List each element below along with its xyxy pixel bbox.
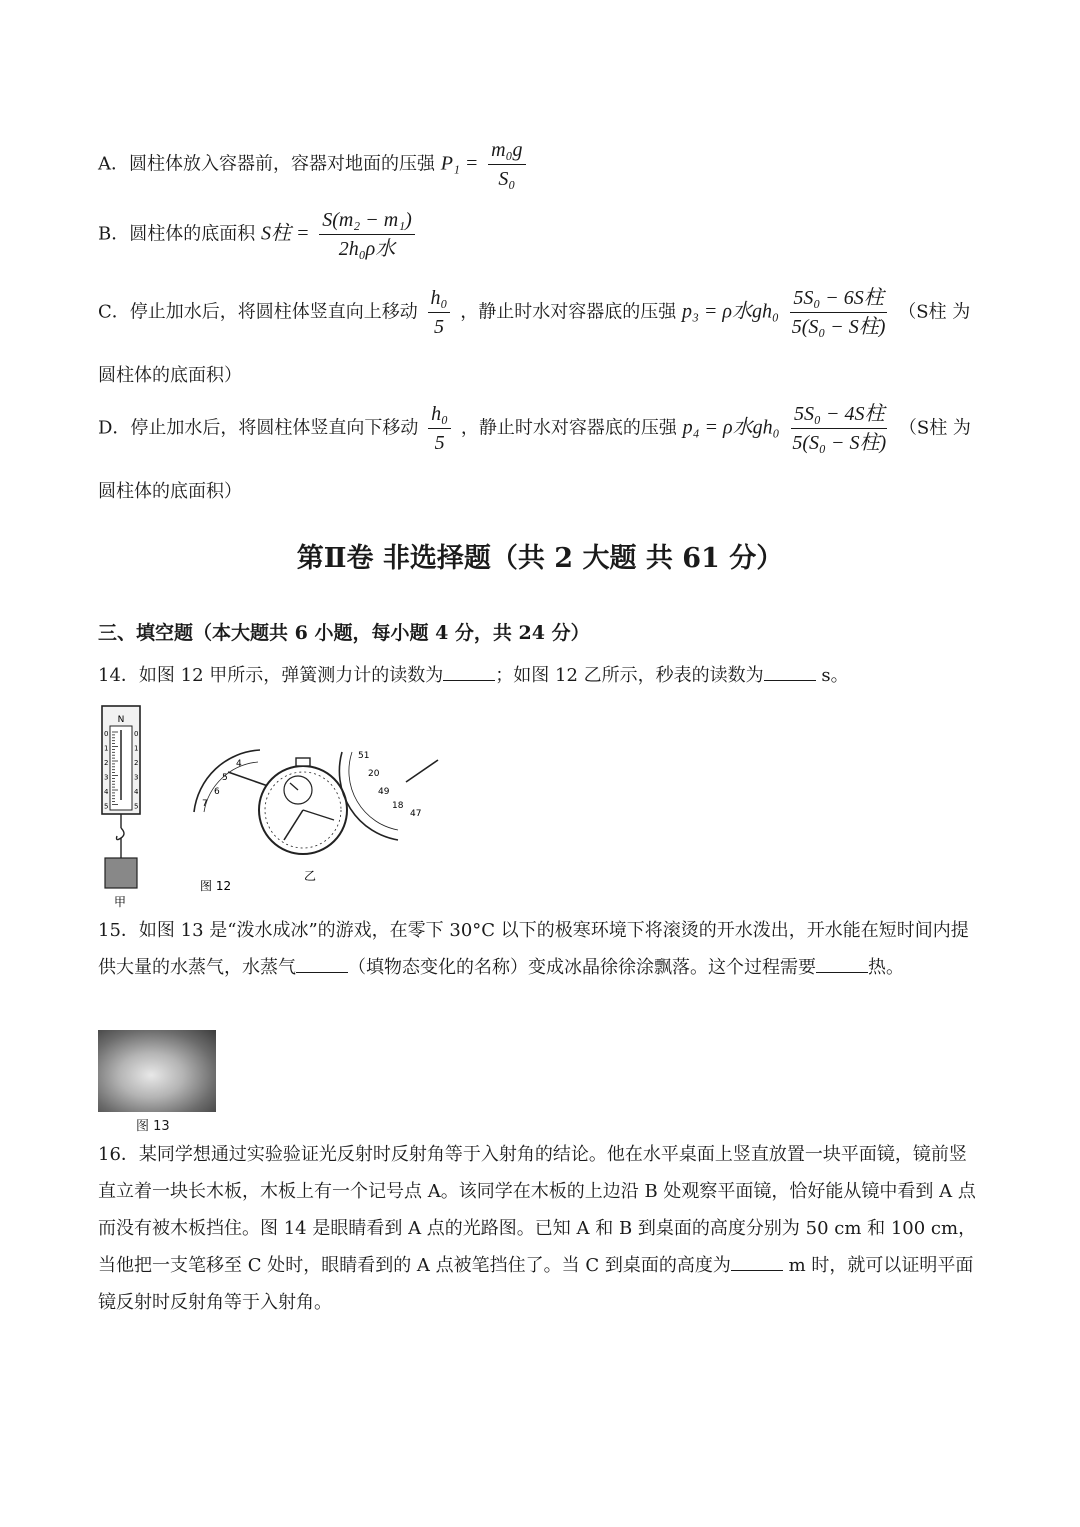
option-b-num: S(m₂ − m₁): [319, 208, 415, 235]
dial-label: 6: [214, 787, 220, 797]
option-c-lhs: p₃ = ρ水gh₀: [681, 300, 779, 323]
label-yi: 乙: [304, 869, 317, 883]
option-d-cont: 圆柱体的底面积）: [98, 481, 242, 502]
dial-label: 1: [134, 744, 139, 753]
dial-label: 2: [104, 759, 109, 767]
option-a-lhs: P₁ =: [440, 152, 479, 175]
label-jia: 甲: [114, 895, 127, 909]
question-16: 16．某同学想通过实验验证光反射时反射角等于入射角的结论。他在水平桌面上竖直放置一块平面镜，镜前竖直立着一块长木板，木板上有一个记号点 A。该同学在木板的上边沿 B 处观察平面镜，恰好能从镜中看到 A 点而没有被木板挡住。图 14 是眼睛看到 A 点的光路图。已知 A 和 B 到桌面的高度分别为 50 cm 和 100 cm，当他把一支笔移至 C 处时，眼睛看到的 A 点被笔挡住了。当 C 到桌面的高度为 m 时，就可以证明平面镜反射时反射角等于入射角。: [98, 1144, 977, 1313]
option-d-move-fraction: $\frac{\text{h₀}}{5}$: [428, 402, 451, 455]
option-c-text3: （S柱 为: [898, 301, 971, 323]
dial-label: 0: [104, 730, 109, 738]
answer-blank[interactable]: [816, 956, 868, 973]
answer-blank[interactable]: [764, 664, 816, 681]
option-c-fraction: $\frac{\text{5S₀ − 6S柱}}{\text{5(S₀ − S柱)}}$: [791, 287, 886, 338]
option-b-lhs: S柱 =: [260, 222, 310, 245]
scale-unit-label: N: [117, 715, 125, 725]
option-d: [98, 402, 971, 455]
answer-blank[interactable]: [731, 1254, 783, 1271]
dial-label: 5: [222, 773, 228, 783]
dial-label: 3: [104, 773, 109, 782]
option-d-text2: ，静止时水对容器底的压强: [460, 417, 677, 439]
dial-label: 7: [202, 799, 208, 809]
option-a-num: m₀g: [488, 138, 525, 165]
question-15: 15．如图 13 是“泼水成冰”的游戏，在零下 30°C 以下的极寒环境下将滚烫的开水泼出，开水能在短时间内提供大量的水蒸气，水蒸气 （填物态变化的名称）变成冰晶徐徐涂飘落。这个过程需要 热。: [98, 920, 969, 978]
figure-12-caption: 图 12: [200, 879, 232, 893]
dial-label: 51: [358, 751, 370, 761]
dial-label: 2: [134, 759, 139, 767]
option-d-text3: （S柱 为: [898, 417, 971, 439]
option-d-lhs: p₄ = ρ水gh₀: [682, 416, 780, 439]
stopwatch: [194, 750, 438, 893]
option-b: [98, 208, 419, 261]
answer-blank[interactable]: [443, 664, 495, 681]
option-c-text2: ，静止时水对容器底的压强: [460, 301, 677, 323]
section-title: 三、填空题（本大题共 6 小题，每小题 4 分，共 24 分）: [98, 622, 590, 644]
answer-blank[interactable]: [296, 956, 348, 973]
option-b-den: 2h₀ρ水: [338, 238, 396, 260]
option-a-fraction: [488, 138, 525, 191]
dial-label: 49: [378, 787, 390, 797]
dial-label: 18: [392, 801, 404, 811]
dial-label: 3: [134, 773, 139, 782]
dial-label: 20: [368, 769, 380, 779]
dial-label: 47: [410, 809, 422, 819]
spring-scale: [102, 706, 140, 909]
figure-13-photo: [98, 1030, 216, 1112]
figure-13-caption: 图 13: [136, 1119, 170, 1134]
question-14: 14．如图 12 甲所示，弹簧测力计的读数为 ；如图 12 乙所示，秒表的读数为 s。: [98, 665, 849, 686]
option-b-fraction: [319, 208, 415, 261]
dial-label: 4: [236, 759, 242, 769]
dial-label: 0: [134, 730, 139, 738]
dial-label: 4: [134, 788, 139, 796]
dial-label: 1: [104, 744, 109, 753]
option-d-fraction: $\frac{\text{5S₀ − 4S柱}}{\text{5(S₀ − S柱)}}$: [792, 403, 887, 454]
option-c: [98, 286, 970, 339]
part-title: 第Ⅱ卷 非选择题（共 2 大题 共 61 分）: [296, 543, 784, 574]
dial-label: 5: [134, 802, 139, 811]
dial-label: 5: [104, 802, 109, 811]
option-a-text: A．圆柱体放入容器前，容器对地面的压强: [98, 153, 435, 175]
option-a-den: S₀: [498, 168, 516, 190]
figure-12: [98, 700, 458, 910]
dial-label: 4: [104, 788, 109, 796]
option-a: [98, 138, 530, 191]
option-c-move-fraction: $\frac{\text{h₀}}{5}$: [428, 286, 451, 339]
option-c-text1: C．停止加水后，将圆柱体竖直向上移动: [98, 301, 418, 323]
option-b-text: B．圆柱体的底面积: [98, 223, 256, 245]
option-c-cont: 圆柱体的底面积）: [98, 365, 242, 386]
option-d-text1: D．停止加水后，将圆柱体竖直向下移动: [98, 417, 419, 439]
